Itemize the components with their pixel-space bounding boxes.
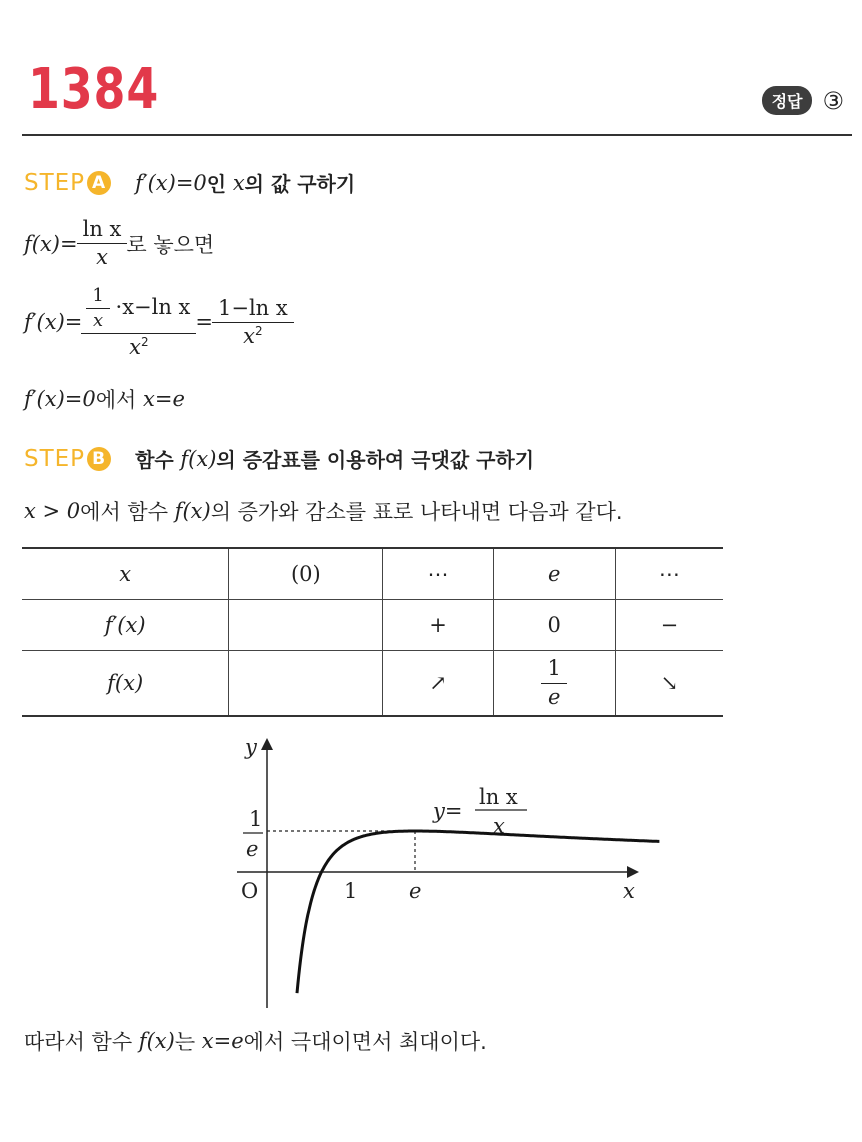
intro-text-1: 에서 함수 xyxy=(80,500,168,524)
step-b-label: STEP B xyxy=(24,446,111,472)
l2-den2-base: x xyxy=(243,323,255,348)
table-row xyxy=(22,548,723,600)
y-max-den: e xyxy=(246,837,259,861)
tick-label-1: 1 xyxy=(344,879,358,903)
table-cell: ⋯ xyxy=(615,548,723,600)
l2-inner-frac xyxy=(89,286,106,331)
l1-frac xyxy=(80,218,125,269)
problem-number: 1384 xyxy=(28,57,160,122)
table-cell: 0 xyxy=(493,600,615,651)
step-a-text-1: 인 xyxy=(206,172,227,196)
step-b-text-1: 함수 xyxy=(135,448,174,472)
l2-den xyxy=(81,333,196,359)
conclusion-math: x=e xyxy=(201,1029,244,1053)
conclusion-text-1: 따라서 함수 xyxy=(24,1030,133,1054)
l2-num-2: 1−ln x xyxy=(218,295,288,320)
l2-frac xyxy=(84,286,193,359)
origin-label: O xyxy=(241,879,259,903)
l3-text: 에서 xyxy=(95,388,137,412)
step-b-heading xyxy=(24,444,534,473)
increase-decrease-table xyxy=(22,547,723,717)
l2-frac-2 xyxy=(215,297,291,348)
curve-ln-x-over-x xyxy=(297,831,659,993)
table-cell: − xyxy=(615,600,723,651)
l2-inner-num: 1 xyxy=(92,285,104,306)
intro-math: x > 0 xyxy=(24,499,81,523)
intro-sentence xyxy=(24,496,623,526)
table-cell: x xyxy=(22,548,229,600)
increasing-arrow-icon: ↗ xyxy=(383,651,493,717)
l2-den-2 xyxy=(212,322,294,348)
y-max-num: 1 xyxy=(249,807,263,831)
l2-lhs: f′(x)= xyxy=(24,310,83,335)
curve-label-num: ln x xyxy=(479,785,518,809)
curve-label-den: x xyxy=(493,814,505,838)
l2-num-rest: ·x−ln x xyxy=(115,294,191,319)
l1-num: ln x xyxy=(82,217,122,241)
table-cell: + xyxy=(383,600,493,651)
conclusion-fx: f(x) xyxy=(138,1029,175,1053)
conclusion-text-3: 에서 극대이면서 최대이다. xyxy=(243,1030,487,1054)
table-cell: ⋯ xyxy=(383,548,493,600)
table-row xyxy=(22,600,723,651)
table-cell: (0) xyxy=(229,548,383,600)
derivation-line-2 xyxy=(24,286,293,359)
derivation-line-3 xyxy=(24,384,185,414)
step-a-math: f′(x)=0 xyxy=(135,170,207,195)
intro-text-2: 의 증가와 감소를 표로 나타내면 다음과 같다. xyxy=(210,500,623,524)
table-cell-max xyxy=(493,651,615,717)
decreasing-arrow-icon: ↘ xyxy=(615,651,723,717)
max-num: 1 xyxy=(547,656,561,681)
answer-badge: 정답 xyxy=(762,86,813,115)
table-cell: f(x) xyxy=(22,651,229,717)
step-a-label: STEP A xyxy=(24,170,111,196)
top-rule xyxy=(22,134,852,136)
y-axis-label: y xyxy=(245,735,257,759)
table-cell xyxy=(229,651,383,717)
tick-label-e: e xyxy=(409,879,422,903)
step-b-text-2: 의 증감표를 이용하여 극댓값 구하기 xyxy=(216,448,535,472)
l3-result: x=e xyxy=(143,387,185,411)
table-cell: e xyxy=(493,548,615,600)
derivation-line-1 xyxy=(24,218,214,269)
l2-inner-den: x xyxy=(86,308,109,331)
l2-den2-exp: 2 xyxy=(254,323,263,338)
table-row xyxy=(22,651,723,717)
step-a-heading xyxy=(24,168,355,197)
answer-value: ③ xyxy=(822,86,844,115)
conclusion-text-2: 는 xyxy=(174,1030,196,1054)
l2-num xyxy=(84,286,193,333)
curve-label-lhs: y= xyxy=(433,799,463,823)
l3-math: f′(x)=0 xyxy=(24,387,96,411)
x-axis-label: x xyxy=(623,879,635,903)
l1-den: x xyxy=(77,243,128,269)
step-a-var: x xyxy=(232,170,245,195)
answer xyxy=(762,86,844,115)
step-a-badge: A xyxy=(87,171,111,195)
step-b-badge: B xyxy=(87,447,111,471)
max-den: e xyxy=(541,683,566,709)
step-b-math: f(x) xyxy=(180,446,217,471)
function-graph xyxy=(225,730,665,1015)
table-cell: f′(x) xyxy=(22,600,229,651)
step-a-text-2: 의 값 구하기 xyxy=(244,172,356,196)
max-frac xyxy=(544,657,563,708)
l2-den-base: x xyxy=(129,334,141,359)
l1-lhs: f(x)= xyxy=(24,231,78,256)
l2-den-exp: 2 xyxy=(140,334,149,349)
table-cell xyxy=(229,600,383,651)
intro-fx: f(x) xyxy=(174,499,211,523)
conclusion xyxy=(24,1026,487,1056)
l2-eq: = xyxy=(195,310,213,335)
l1-text: 로 놓으면 xyxy=(126,232,215,257)
